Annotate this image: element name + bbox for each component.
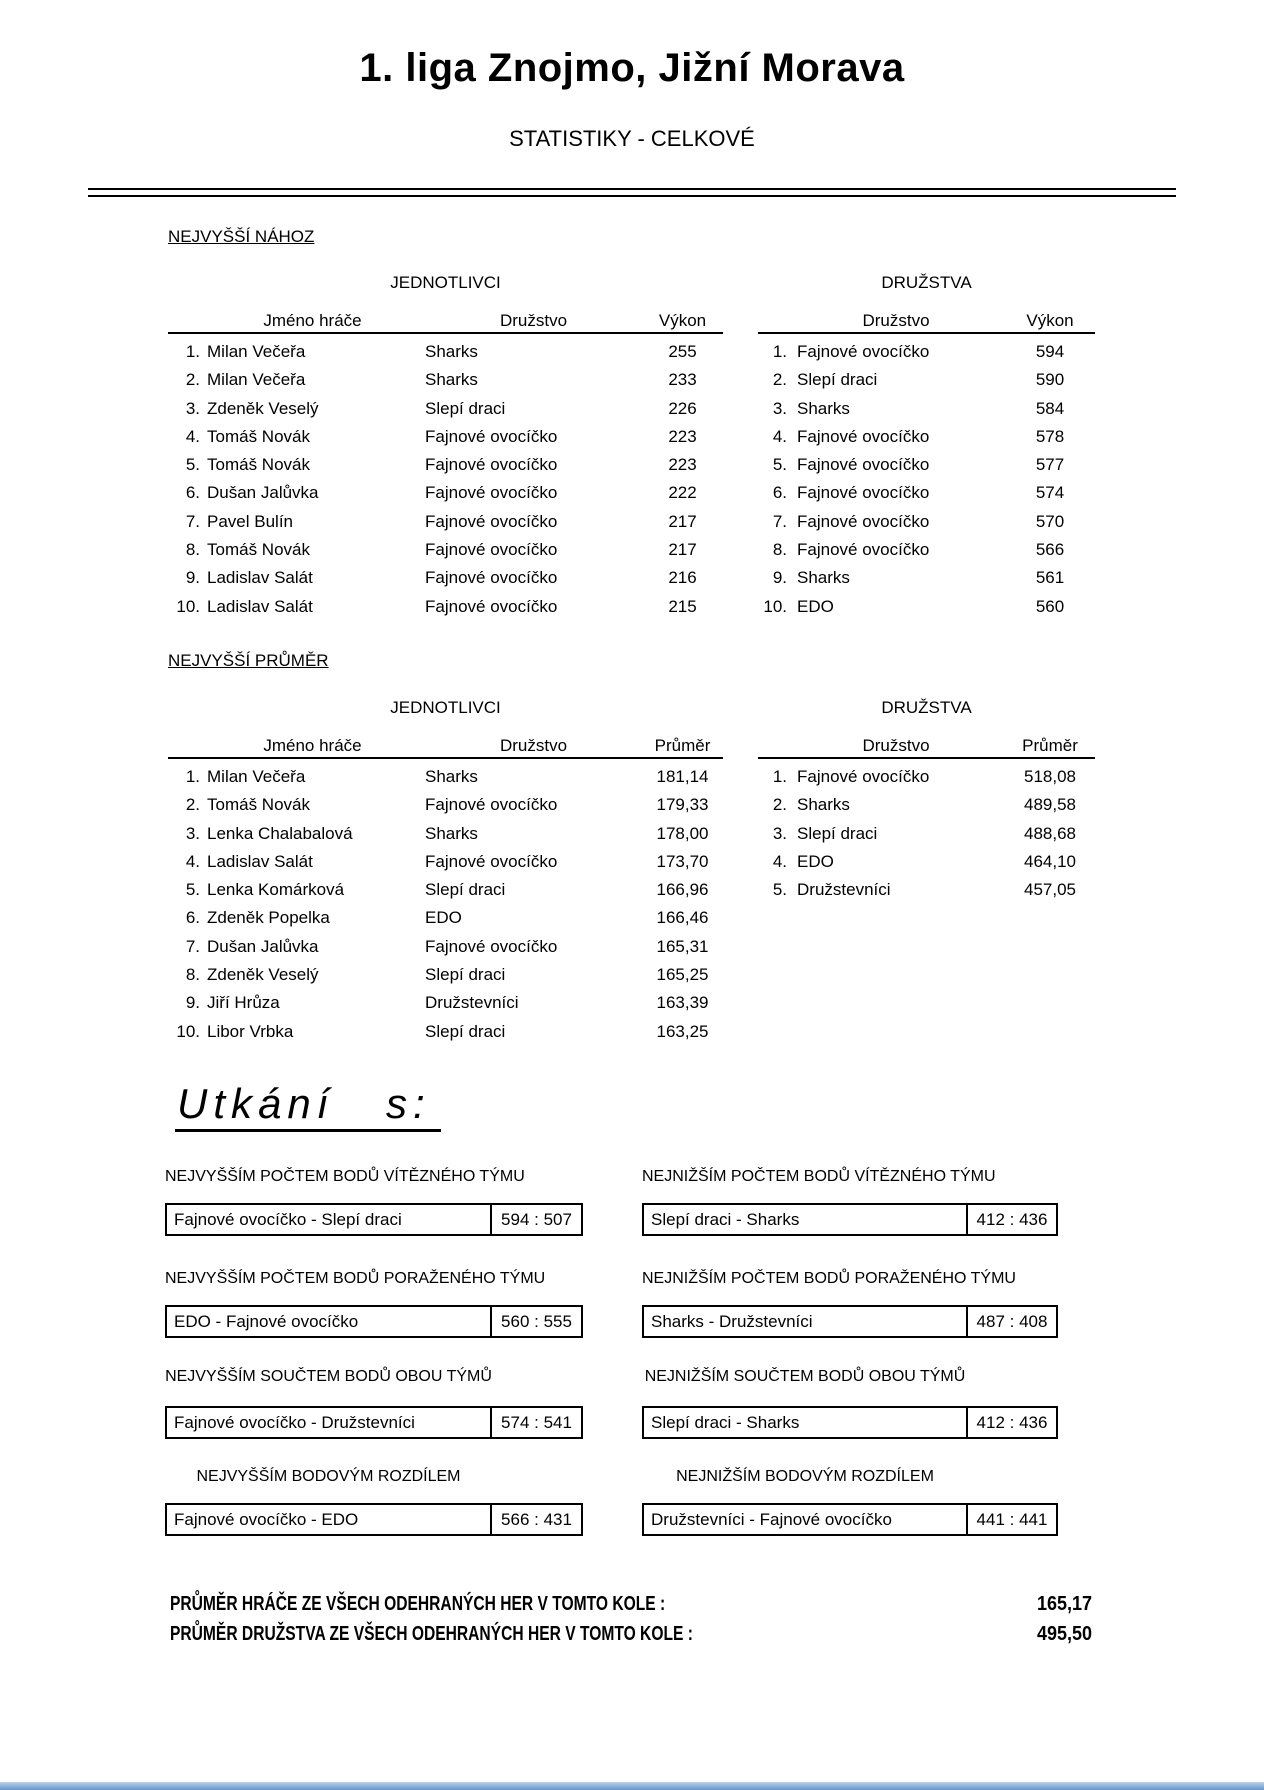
- cell-rank: 4.: [185, 426, 200, 446]
- table-body: [758, 759, 1095, 904]
- table-row: [168, 451, 723, 479]
- cell-value: 570: [1035, 511, 1065, 531]
- table-heading-jednotlivci: JEDNOTLIVCI: [390, 273, 501, 292]
- table-row: [168, 791, 723, 819]
- cell-team: Fajnové ovocíčko: [797, 511, 930, 531]
- cell-rank: 1.: [772, 767, 787, 786]
- table-row: [758, 479, 1095, 507]
- cell-rank: 3.: [185, 823, 200, 843]
- match-teams: EDO - Fajnové ovocíčko: [174, 1311, 359, 1331]
- match-card: [642, 1503, 1058, 1536]
- header-spacer: [758, 737, 787, 754]
- header-spacer: [758, 312, 787, 329]
- table-prumer-individuals: [168, 695, 723, 1046]
- table-row: [168, 338, 723, 366]
- card-label: NEJVYŠŠÍM BODOVÝM ROZDÍLEM: [196, 1468, 461, 1485]
- card-label: NEJVYŠŠÍM SOUČTEM BODŮ OBOU TÝMŮ: [165, 1368, 492, 1385]
- cell-team: EDO: [797, 851, 834, 871]
- cell-value: 255: [668, 342, 697, 361]
- cell-team: Sharks: [425, 370, 478, 390]
- cell-team: Fajnové ovocíčko: [425, 851, 558, 871]
- match-teams: Fajnové ovocíčko - EDO: [174, 1509, 359, 1529]
- table-heading-druzstva: DRUŽSTVA: [881, 698, 972, 717]
- cell-rank: 8.: [185, 540, 200, 560]
- cell-rank: 10.: [763, 596, 787, 616]
- table-row: [168, 423, 723, 451]
- cell-value: 590: [1035, 370, 1065, 390]
- table-row: [758, 423, 1095, 451]
- cell-name: Tomáš Novák: [207, 540, 310, 560]
- match-card: [165, 1503, 583, 1536]
- cell-value: 584: [1035, 398, 1065, 418]
- cell-team: Sharks: [797, 568, 850, 588]
- column-header-team: Družstvo: [862, 736, 930, 755]
- cell-value: 488,68: [1024, 823, 1076, 843]
- cell-value: 489,58: [1024, 795, 1076, 815]
- table-row: [168, 479, 723, 507]
- cell-name: Libor Vrbka: [207, 1021, 294, 1041]
- cell-value: 561: [1035, 568, 1065, 588]
- cell-rank: 2.: [185, 370, 200, 390]
- table-row: [758, 508, 1095, 536]
- header-spacer: [168, 312, 200, 329]
- cell-value: 178,00: [656, 823, 709, 843]
- cell-name: Zdeněk Veselý: [207, 398, 319, 418]
- match-score: 574 : 541: [490, 1408, 581, 1437]
- table-nahoz-teams: [758, 270, 1095, 621]
- table-row: [758, 395, 1095, 423]
- cell-value: 223: [668, 455, 697, 475]
- section-title-nejvyssi-nahoz: NEJVYŠŠÍ NÁHOZ: [168, 227, 315, 246]
- match-score: 560 : 555: [490, 1307, 581, 1336]
- match-teams: Družstevníci - Fajnové ovocíčko: [651, 1509, 892, 1529]
- cell-team: Fajnové ovocíčko: [425, 455, 558, 475]
- page-title: 1. liga Znojmo, Jižní Morava: [359, 46, 905, 90]
- cell-value: 166,96: [656, 880, 709, 900]
- table-body: [168, 334, 723, 621]
- table-row: [758, 876, 1095, 904]
- cell-rank: 2.: [772, 795, 787, 815]
- cell-name: Jiří Hrůza: [207, 993, 280, 1013]
- cell-value: 222: [668, 483, 697, 503]
- column-header-value: Průměr: [654, 736, 711, 755]
- cell-team: Fajnové ovocíčko: [797, 540, 930, 560]
- cell-value: 217: [668, 540, 697, 560]
- cell-value: 560: [1035, 596, 1065, 616]
- cell-team: Fajnové ovocíčko: [797, 342, 930, 361]
- cell-rank: 4.: [772, 851, 787, 871]
- table-row: [758, 763, 1095, 791]
- match-teams: Fajnové ovocíčko - Slepí draci: [174, 1209, 402, 1229]
- cell-name: Tomáš Novák: [207, 455, 310, 475]
- cell-team: Slepí draci: [797, 370, 878, 390]
- column-header-team: Družstvo: [499, 736, 568, 755]
- cell-rank: 3.: [772, 398, 787, 418]
- cell-rank: 9.: [772, 568, 787, 588]
- table-row: [758, 791, 1095, 819]
- table-row: [168, 820, 723, 848]
- section-title-nejvyssi-prumer: NEJVYŠŠÍ PRŮMĚR: [168, 651, 329, 670]
- cell-value: 233: [668, 370, 697, 390]
- summary-value-team-average: 495,50: [1036, 1623, 1092, 1645]
- table-row: [758, 366, 1095, 394]
- cell-team: Fajnové ovocíčko: [425, 483, 558, 503]
- column-header-value: Průměr: [1022, 736, 1078, 755]
- match-score: 594 : 507: [490, 1205, 581, 1234]
- cell-value: 574: [1035, 483, 1065, 503]
- cell-rank: 7.: [772, 511, 787, 531]
- cell-rank: 8.: [772, 540, 787, 560]
- cell-team: Fajnové ovocíčko: [425, 795, 558, 815]
- cell-name: Lenka Komárková: [207, 880, 345, 900]
- cell-value: 594: [1035, 342, 1065, 361]
- match-card: [165, 1305, 583, 1338]
- cell-rank: 5.: [772, 880, 787, 900]
- table-row: [168, 1018, 723, 1046]
- summary-label-team-average: PRŮMĚR DRUŽSTVA ZE VŠECH ODEHRANÝCH HER V TOMTO KOLE :: [170, 1623, 693, 1645]
- cell-team: Fajnové ovocíčko: [425, 596, 558, 616]
- cell-name: Milan Večeřa: [207, 370, 306, 390]
- cell-name: Dušan Jalůvka: [207, 936, 319, 956]
- column-header-name: Jméno hráče: [263, 311, 362, 330]
- cell-rank: 7.: [185, 511, 200, 531]
- cell-team: Sharks: [425, 823, 478, 843]
- cell-rank: 2.: [185, 795, 200, 815]
- cell-value: 165,31: [656, 936, 709, 956]
- match-score: 412 : 436: [966, 1408, 1056, 1437]
- cell-value: 163,25: [656, 1021, 709, 1041]
- cell-team: Fajnové ovocíčko: [425, 511, 558, 531]
- cell-name: Pavel Bulín: [207, 511, 293, 531]
- cell-rank: 9.: [185, 568, 200, 588]
- cell-team: Družstevníci: [797, 880, 891, 900]
- table-header-row: [168, 737, 723, 754]
- cell-rank: 9.: [185, 993, 200, 1013]
- summary-value-player-average: 165,17: [1036, 1593, 1092, 1615]
- table-row: [758, 338, 1095, 366]
- cell-value: 578: [1035, 426, 1065, 446]
- match-teams: Fajnové ovocíčko - Družstevníci: [174, 1412, 415, 1432]
- cell-value: 173,70: [656, 851, 709, 871]
- table-row: [168, 876, 723, 904]
- cell-team: Fajnové ovocíčko: [797, 455, 930, 475]
- column-header-value: Výkon: [658, 311, 707, 330]
- cell-rank: 5.: [772, 455, 787, 475]
- header-divider: [88, 188, 1176, 197]
- cell-value: 223: [668, 426, 697, 446]
- cell-rank: 10.: [176, 596, 200, 616]
- match-score: 487 : 408: [966, 1307, 1056, 1336]
- cell-value: 181,14: [656, 767, 709, 786]
- table-row: [168, 395, 723, 423]
- cell-team: Fajnové ovocíčko: [425, 936, 558, 956]
- cell-rank: 1.: [185, 342, 200, 361]
- cell-team: Slepí draci: [425, 398, 506, 418]
- match-card: [642, 1203, 1058, 1236]
- table-row: [758, 451, 1095, 479]
- cell-value: 215: [668, 596, 697, 616]
- match-score: 441 : 441: [966, 1505, 1056, 1534]
- match-teams: Slepí draci - Sharks: [651, 1209, 800, 1229]
- cell-value: 179,33: [656, 795, 709, 815]
- table-nahoz-individuals: [168, 270, 723, 621]
- section-title-utkani: Utkání s:: [175, 1082, 441, 1132]
- cell-name: Zdeněk Veselý: [207, 965, 319, 985]
- column-header-team: Družstvo: [862, 311, 930, 330]
- cell-rank: 1.: [185, 767, 200, 786]
- table-header-row: [168, 312, 723, 329]
- cell-value: 216: [668, 568, 697, 588]
- match-teams: Slepí draci - Sharks: [651, 1412, 800, 1432]
- match-card: [165, 1203, 583, 1236]
- table-row: [758, 848, 1095, 876]
- cell-name: Milan Večeřa: [207, 767, 306, 786]
- window-bottom-edge: [0, 1782, 1264, 1790]
- cell-rank: 6.: [185, 908, 200, 928]
- cell-rank: 6.: [772, 483, 787, 503]
- cell-rank: 4.: [185, 851, 200, 871]
- match-card: [642, 1305, 1058, 1338]
- cell-rank: 6.: [185, 483, 200, 503]
- cell-rank: 3.: [185, 398, 200, 418]
- cell-team: Sharks: [797, 398, 850, 418]
- table-row: [168, 933, 723, 961]
- table-row: [168, 593, 723, 621]
- cell-name: Tomáš Novák: [207, 795, 310, 815]
- card-label: NEJNIŽŠÍM POČTEM BODŮ PORAŽENÉHO TÝMU: [642, 1270, 1016, 1287]
- table-body: [168, 759, 723, 1046]
- table-header-row: [758, 312, 1095, 329]
- table-row: [168, 763, 723, 791]
- table-row: [758, 536, 1095, 564]
- cell-team: Slepí draci: [425, 965, 506, 985]
- cell-name: Ladislav Salát: [207, 596, 313, 616]
- cell-rank: 3.: [772, 823, 787, 843]
- cell-team: Fajnové ovocíčko: [797, 767, 930, 786]
- cell-value: 577: [1035, 455, 1065, 475]
- table-row: [758, 820, 1095, 848]
- table-row: [168, 508, 723, 536]
- match-score: 412 : 436: [966, 1205, 1056, 1234]
- table-row: [168, 848, 723, 876]
- cell-team: EDO: [425, 908, 462, 928]
- cell-team: EDO: [797, 596, 834, 616]
- cell-team: Fajnové ovocíčko: [797, 426, 930, 446]
- card-label: NEJVYŠŠÍM POČTEM BODŮ PORAŽENÉHO TÝMU: [165, 1270, 546, 1287]
- table-heading-druzstva: DRUŽSTVA: [881, 273, 972, 292]
- page-subtitle: STATISTIKY - CELKOVÉ: [509, 126, 755, 151]
- cell-name: Dušan Jalůvka: [207, 483, 319, 503]
- cell-value: 457,05: [1024, 880, 1076, 900]
- cell-value: 226: [668, 398, 697, 418]
- summary-label-player-average: PRŮMĚR HRÁČE ZE VŠECH ODEHRANÝCH HER V TOMTO KOLE :: [170, 1593, 666, 1615]
- cell-team: Sharks: [425, 767, 478, 786]
- table-row: [168, 989, 723, 1017]
- cell-team: Fajnové ovocíčko: [797, 483, 930, 503]
- match-teams: Sharks - Družstevníci: [651, 1311, 813, 1331]
- match-card: [642, 1406, 1058, 1439]
- cell-team: Sharks: [425, 342, 478, 361]
- table-row: [168, 536, 723, 564]
- cell-value: 217: [668, 511, 697, 531]
- cell-team: Družstevníci: [425, 993, 519, 1013]
- card-label: NEJNIŽŠÍM BODOVÝM ROZDÍLEM: [676, 1468, 934, 1485]
- cell-team: Slepí draci: [425, 880, 506, 900]
- cell-rank: 8.: [185, 965, 200, 985]
- column-header-name: Jméno hráče: [263, 736, 362, 755]
- cell-team: Slepí draci: [425, 1021, 506, 1041]
- table-header-row: [758, 737, 1095, 754]
- cell-name: Zdeněk Popelka: [207, 908, 330, 928]
- cell-name: Tomáš Novák: [207, 426, 310, 446]
- table-row: [168, 366, 723, 394]
- cell-rank: 7.: [185, 936, 200, 956]
- cell-team: Sharks: [797, 795, 850, 815]
- cell-team: Fajnové ovocíčko: [425, 426, 558, 446]
- column-header-team: Družstvo: [499, 311, 568, 330]
- match-card: [165, 1406, 583, 1439]
- table-prumer-teams: [758, 695, 1095, 904]
- cell-value: 464,10: [1024, 851, 1076, 871]
- cell-value: 518,08: [1024, 767, 1076, 786]
- table-row: [758, 564, 1095, 592]
- cell-value: 166,46: [656, 908, 709, 928]
- cell-team: Fajnové ovocíčko: [425, 540, 558, 560]
- cell-rank: 5.: [185, 880, 200, 900]
- cell-rank: 5.: [185, 455, 200, 475]
- table-body: [758, 334, 1095, 621]
- cell-team: Fajnové ovocíčko: [425, 568, 558, 588]
- card-label: NEJNIŽŠÍM SOUČTEM BODŮ OBOU TÝMŮ: [644, 1368, 966, 1385]
- cell-name: Ladislav Salát: [207, 851, 313, 871]
- table-row: [168, 564, 723, 592]
- card-label: NEJNIŽŠÍM POČTEM BODŮ VÍTĚZNÉHO TÝMU: [642, 1168, 996, 1185]
- cell-rank: 10.: [176, 1021, 200, 1041]
- cell-value: 163,39: [656, 993, 709, 1013]
- cell-rank: 4.: [772, 426, 787, 446]
- column-header-value: Výkon: [1026, 311, 1074, 330]
- table-row: [168, 904, 723, 932]
- cell-rank: 1.: [772, 342, 787, 361]
- table-row: [758, 593, 1095, 621]
- header-spacer: [168, 737, 200, 754]
- table-row: [168, 961, 723, 989]
- cell-name: Lenka Chalabalová: [207, 823, 353, 843]
- table-heading-jednotlivci: JEDNOTLIVCI: [390, 698, 501, 717]
- cell-value: 566: [1035, 540, 1065, 560]
- cell-name: Milan Večeřa: [207, 342, 306, 361]
- card-label: NEJVYŠŠÍM POČTEM BODŮ VÍTĚZNÉHO TÝMU: [165, 1168, 525, 1185]
- cell-team: Slepí draci: [797, 823, 878, 843]
- match-score: 566 : 431: [490, 1505, 581, 1534]
- cell-rank: 2.: [772, 370, 787, 390]
- cell-value: 165,25: [656, 965, 709, 985]
- cell-name: Ladislav Salát: [207, 568, 313, 588]
